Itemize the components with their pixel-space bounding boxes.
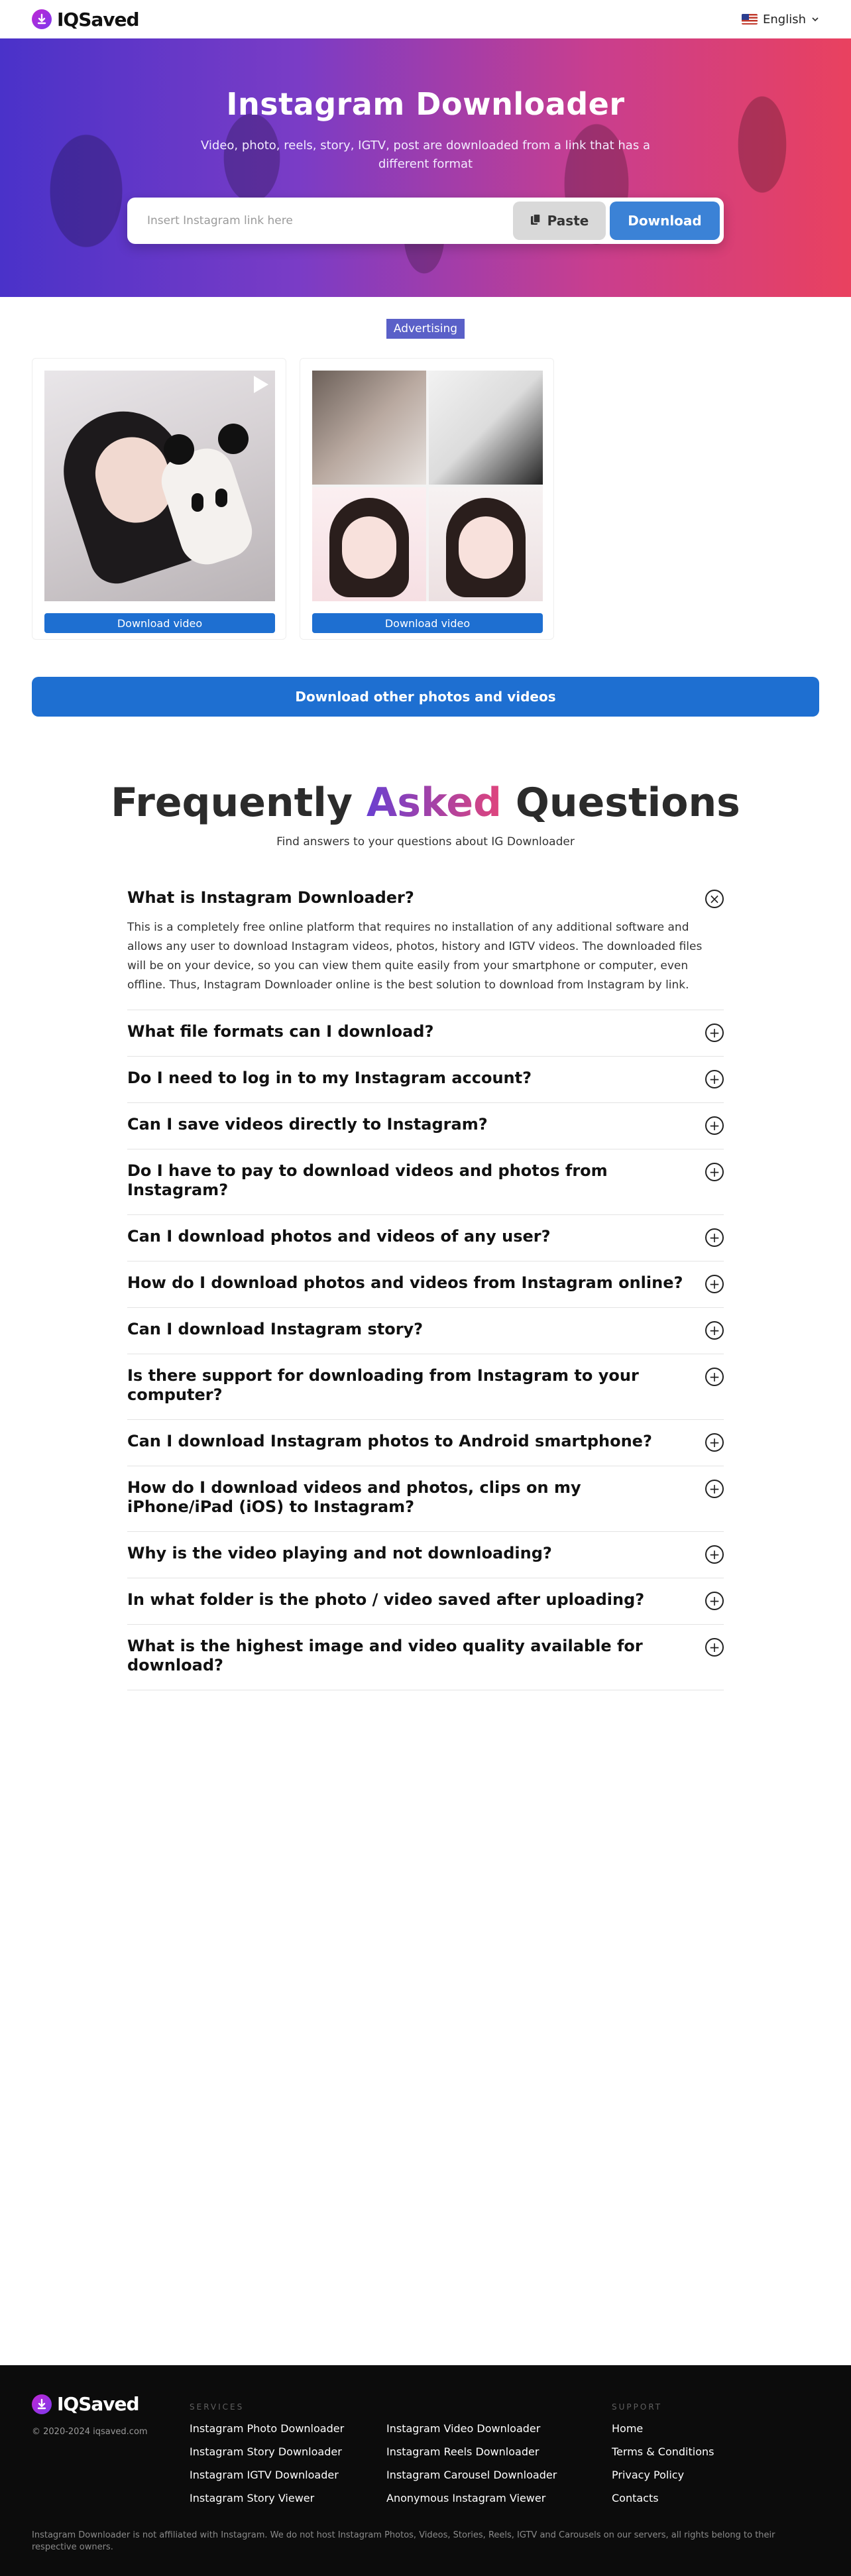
faq-question[interactable]: Do I have to pay to download videos and photos from Instagram? — [127, 1161, 608, 1199]
faq-question[interactable]: How do I download photos and videos from Instagram online? — [127, 1273, 683, 1292]
faq-question[interactable]: Can I download Instagram story? — [127, 1320, 424, 1338]
faq-title-part1: Frequently — [111, 780, 353, 826]
result-card — [300, 358, 554, 640]
us-flag-icon — [742, 14, 758, 25]
faq-subtitle: Find answers to your questions about IG Downloader — [276, 835, 575, 849]
footer-link[interactable]: Instagram Story Viewer — [190, 2492, 315, 2504]
faq-item[interactable] — [127, 1308, 724, 1354]
services-heading: SERVICES — [190, 2402, 245, 2412]
plus-circle-icon[interactable]: + — [705, 1480, 724, 1498]
faq-item[interactable] — [127, 1625, 724, 1690]
footer-link[interactable]: Instagram Photo Downloader — [190, 2422, 345, 2435]
footer-link[interactable]: Instagram Reels Downloader — [386, 2445, 539, 2458]
copyright: © 2020-2024 iqsaved.com — [32, 2427, 148, 2437]
faq-question[interactable]: Can I download Instagram photos to Android smartphone? — [127, 1432, 652, 1450]
faq-question[interactable]: What is Instagram Downloader? — [127, 888, 414, 907]
faq-item[interactable] — [127, 1010, 724, 1057]
faq-list — [127, 876, 724, 1690]
plus-circle-icon[interactable]: + — [705, 1433, 724, 1452]
services-column-1 — [190, 2422, 344, 2515]
faq-item[interactable] — [127, 1354, 724, 1420]
plus-circle-icon[interactable]: + — [705, 1321, 724, 1340]
video-thumbnail[interactable] — [44, 371, 275, 601]
download-video-button[interactable]: Download video — [44, 613, 275, 633]
close-circle-icon[interactable]: × — [705, 890, 724, 908]
faq-question[interactable]: How do I download videos and photos, clips on my iPhone/iPad (iOS) to Instagram? — [127, 1478, 581, 1516]
language-label: English — [763, 12, 806, 27]
brand-logo[interactable] — [32, 9, 139, 30]
clipboard-icon — [530, 213, 541, 229]
paste-label: Paste — [547, 213, 589, 229]
plus-circle-icon[interactable]: + — [705, 1275, 724, 1293]
faq-item[interactable] — [127, 1149, 724, 1215]
plus-circle-icon[interactable]: + — [705, 1638, 724, 1657]
download-video-button[interactable]: Download video — [312, 613, 543, 633]
faq-title — [0, 780, 851, 826]
top-bar — [0, 0, 851, 38]
faq-item[interactable] — [127, 1103, 724, 1149]
plus-circle-icon[interactable]: + — [705, 1070, 724, 1088]
faq-question[interactable]: What file formats can I download? — [127, 1022, 434, 1041]
faq-item[interactable] — [127, 1261, 724, 1308]
faq-item[interactable] — [127, 1057, 724, 1103]
footer-link[interactable]: Instagram Story Downloader — [190, 2445, 342, 2458]
hero-subtitle: Video, photo, reels, story, IGTV, post are downloaded from a link that has a different format — [201, 139, 650, 171]
faq-item[interactable] — [127, 876, 724, 1010]
faq-item[interactable] — [127, 1420, 724, 1466]
faq-question[interactable]: Is there support for downloading from Instagram to your computer? — [127, 1366, 639, 1404]
download-logo-icon — [32, 2394, 52, 2414]
plus-circle-icon[interactable]: + — [705, 1116, 724, 1135]
faq-answer: This is a completely free online platform that requires no installation of any additional software and allows any user to download Instagram videos, photos, history and IGTV videos. The downloaded files will be on your device, so you can view them quite easily from your smartphone or computer, even offline. Thus, Instagram Downloader online is the best solution to download from Instagram by link. — [127, 921, 703, 992]
play-icon — [254, 376, 268, 393]
support-heading: SUPPORT — [612, 2402, 663, 2412]
faq-question[interactable]: Can I save videos directly to Instagram? — [127, 1115, 488, 1134]
faq-title-part2: Questions — [515, 780, 740, 826]
download-logo-icon — [32, 9, 52, 29]
page-title: Instagram Downloader — [226, 86, 625, 122]
faq-item[interactable] — [127, 1466, 724, 1532]
brand-name: IQSaved — [57, 8, 139, 30]
download-other-button[interactable]: Download other photos and videos — [32, 677, 819, 717]
carousel-thumbnail[interactable] — [312, 371, 543, 601]
footer — [0, 2365, 851, 2576]
faq-item[interactable] — [127, 1215, 724, 1261]
paste-button[interactable] — [513, 202, 606, 240]
footer-brand-name: IQSaved — [57, 2393, 139, 2415]
chevron-down-icon — [811, 13, 819, 27]
faq-question[interactable]: Can I download photos and videos of any user? — [127, 1227, 551, 1246]
footer-link[interactable]: Instagram Carousel Downloader — [386, 2469, 557, 2481]
link-search-bar — [127, 198, 724, 244]
faq-question[interactable]: In what folder is the photo / video saved after uploading? — [127, 1590, 645, 1609]
plus-circle-icon[interactable]: + — [705, 1368, 724, 1386]
hero-section — [0, 38, 851, 297]
plus-circle-icon[interactable]: + — [705, 1545, 724, 1564]
footer-link[interactable]: Instagram Video Downloader — [386, 2422, 541, 2435]
faq-item[interactable] — [127, 1532, 724, 1578]
footer-link[interactable]: Instagram IGTV Downloader — [190, 2469, 339, 2481]
plus-circle-icon[interactable]: + — [705, 1024, 724, 1042]
faq-question[interactable]: Why is the video playing and not downloading? — [127, 1544, 552, 1562]
faq-question[interactable]: What is the highest image and video quality available for download? — [127, 1637, 643, 1674]
plus-circle-icon[interactable]: + — [705, 1163, 724, 1181]
footer-link[interactable]: Privacy Policy — [612, 2469, 685, 2481]
footer-logo[interactable] — [32, 2393, 139, 2415]
plus-circle-icon[interactable]: + — [705, 1592, 724, 1610]
instagram-link-input[interactable] — [131, 202, 513, 239]
faq-question[interactable]: Do I need to log in to my Instagram account? — [127, 1069, 532, 1087]
plus-circle-icon[interactable]: + — [705, 1228, 724, 1247]
support-column — [612, 2422, 714, 2515]
services-column-2 — [386, 2422, 557, 2515]
faq-item[interactable] — [127, 1578, 724, 1625]
footer-link[interactable]: Anonymous Instagram Viewer — [386, 2492, 546, 2504]
footer-link[interactable]: Terms & Conditions — [612, 2445, 714, 2458]
faq-title-accent: Asked — [366, 780, 502, 826]
footer-link[interactable]: Contacts — [612, 2492, 659, 2504]
language-selector[interactable] — [742, 13, 819, 27]
download-button[interactable]: Download — [610, 202, 720, 240]
disclaimer: Instagram Downloader is not affiliated with Instagram. We do not host Instagram Photos, Videos, Stories, Reels, IGTV and Carousels on our servers, all rights belong to their respective owners. — [32, 2530, 775, 2552]
result-card — [32, 358, 286, 640]
advertising-label: Advertising — [386, 319, 465, 339]
footer-link[interactable]: Home — [612, 2422, 644, 2435]
